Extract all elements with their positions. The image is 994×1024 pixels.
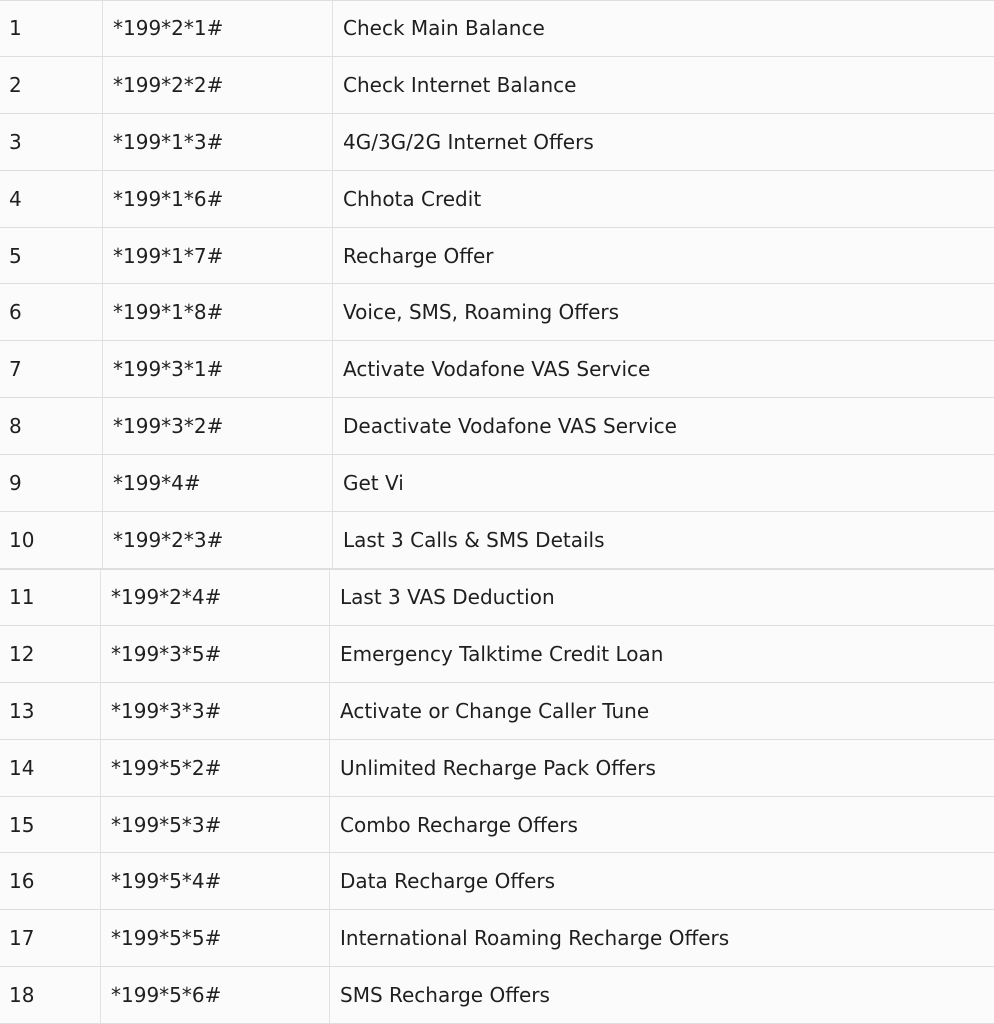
code-description: Deactivate Vodafone VAS Service bbox=[343, 414, 677, 439]
row-number: 5 bbox=[0, 228, 103, 284]
code-description: Get Vi bbox=[343, 471, 404, 496]
code-description: 4G/3G/2G Internet Offers bbox=[343, 129, 594, 154]
row-number: 7 bbox=[0, 341, 103, 397]
ussd-code: *199*1*7# bbox=[103, 228, 333, 284]
row-number: 15 bbox=[0, 797, 101, 853]
table-row bbox=[0, 683, 994, 740]
ussd-code: *199*5*2# bbox=[101, 740, 330, 796]
row-number: 1 bbox=[0, 1, 103, 56]
ussd-code: *199*5*5# bbox=[101, 910, 330, 966]
ussd-code: *199*3*3# bbox=[101, 683, 330, 739]
code-description: International Roaming Recharge Offers bbox=[340, 926, 730, 951]
table-row bbox=[0, 114, 994, 171]
table-row bbox=[0, 626, 994, 683]
table-row bbox=[0, 569, 994, 626]
ussd-code: *199*2*4# bbox=[101, 570, 330, 625]
table-row bbox=[0, 341, 994, 398]
row-number: 12 bbox=[0, 626, 101, 682]
ussd-code: *199*5*6# bbox=[101, 967, 330, 1023]
ussd-code: *199*4# bbox=[103, 455, 333, 511]
row-number: 3 bbox=[0, 114, 103, 170]
row-number: 16 bbox=[0, 853, 101, 909]
code-description: Voice, SMS, Roaming Offers bbox=[343, 300, 620, 325]
table-row bbox=[0, 455, 994, 512]
table-row bbox=[0, 284, 994, 341]
row-number: 11 bbox=[0, 570, 101, 625]
table-section-bottom bbox=[0, 569, 994, 1024]
row-number: 6 bbox=[0, 284, 103, 340]
row-number: 8 bbox=[0, 398, 103, 454]
ussd-code: *199*2*1# bbox=[103, 1, 333, 56]
row-number: 13 bbox=[0, 683, 101, 739]
table-row bbox=[0, 228, 994, 285]
ussd-code: *199*1*3# bbox=[103, 114, 333, 170]
code-description: Last 3 VAS Deduction bbox=[340, 585, 555, 610]
code-description: Recharge Offer bbox=[343, 243, 494, 268]
code-description: Data Recharge Offers bbox=[340, 869, 556, 894]
ussd-code: *199*5*4# bbox=[101, 853, 330, 909]
ussd-code: *199*5*3# bbox=[101, 797, 330, 853]
code-description: Check Internet Balance bbox=[343, 72, 577, 97]
code-description: Chhota Credit bbox=[343, 186, 482, 211]
code-description: Check Main Balance bbox=[343, 16, 545, 41]
row-number: 10 bbox=[0, 512, 103, 568]
code-description: Activate Vodafone VAS Service bbox=[343, 357, 651, 382]
table-row bbox=[0, 740, 994, 797]
code-description: SMS Recharge Offers bbox=[340, 983, 550, 1008]
code-description: Emergency Talktime Credit Loan bbox=[340, 641, 664, 666]
ussd-code: *199*3*2# bbox=[103, 398, 333, 454]
table-row bbox=[0, 0, 994, 57]
row-number: 18 bbox=[0, 967, 101, 1023]
table-row bbox=[0, 853, 994, 910]
table-row bbox=[0, 398, 994, 455]
table-row bbox=[0, 797, 994, 854]
table-row bbox=[0, 910, 994, 967]
ussd-code: *199*1*6# bbox=[103, 171, 333, 227]
table-row bbox=[0, 512, 994, 569]
ussd-code: *199*1*8# bbox=[103, 284, 333, 340]
row-number: 2 bbox=[0, 57, 103, 113]
row-number: 17 bbox=[0, 910, 101, 966]
ussd-code: *199*2*2# bbox=[103, 57, 333, 113]
table-row bbox=[0, 57, 994, 114]
ussd-code: *199*3*5# bbox=[101, 626, 330, 682]
ussd-code: *199*2*3# bbox=[103, 512, 333, 568]
table-row bbox=[0, 171, 994, 228]
row-number: 4 bbox=[0, 171, 103, 227]
table-row bbox=[0, 967, 994, 1024]
code-description: Last 3 Calls & SMS Details bbox=[343, 527, 605, 552]
code-description: Combo Recharge Offers bbox=[340, 812, 578, 837]
row-number: 14 bbox=[0, 740, 101, 796]
ussd-code: *199*3*1# bbox=[103, 341, 333, 397]
row-number: 9 bbox=[0, 455, 103, 511]
code-description: Unlimited Recharge Pack Offers bbox=[340, 755, 656, 780]
code-description: Activate or Change Caller Tune bbox=[340, 698, 650, 723]
